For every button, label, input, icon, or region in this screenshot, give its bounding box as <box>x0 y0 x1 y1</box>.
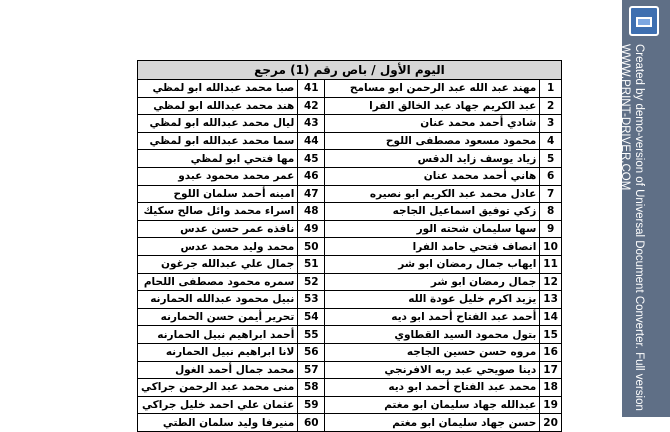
table-row <box>138 396 562 414</box>
row-number-right: 10 <box>540 238 562 256</box>
row-number-right: 7 <box>540 185 562 203</box>
row-number-right: 20 <box>540 414 562 432</box>
passenger-name-right: محمد عبد الفتاح أحمد ابو ديه <box>325 379 540 397</box>
passenger-name-left: منيرفا وليد سلمان الطتي <box>138 414 298 432</box>
row-number-right: 2 <box>540 97 562 115</box>
row-number-right: 4 <box>540 132 562 150</box>
row-number-left: 55 <box>298 326 325 344</box>
table-row <box>138 343 562 361</box>
passenger-table <box>137 60 562 432</box>
row-number-right: 16 <box>540 343 562 361</box>
table-row <box>138 132 562 150</box>
passenger-name-right: سها سليمان شحته الور <box>325 220 540 238</box>
row-number-right: 12 <box>540 273 562 291</box>
table-title: اليوم الأول / باص رقم (1) مرجع <box>138 61 562 80</box>
row-number-right: 14 <box>540 308 562 326</box>
table-row <box>138 167 562 185</box>
row-number-right: 9 <box>540 220 562 238</box>
row-number-left: 47 <box>298 185 325 203</box>
row-number-left: 54 <box>298 308 325 326</box>
table-row <box>138 150 562 168</box>
row-number-right: 15 <box>540 326 562 344</box>
watermark-line-1: Created by demo-version of Universal Document Converter. Full version <box>633 44 645 411</box>
table-row <box>138 238 562 256</box>
passenger-name-right: عبد الكريم جهاد عبد الخالق الفرا <box>325 97 540 115</box>
row-number-left: 49 <box>298 220 325 238</box>
passenger-name-left: محمد جمال أحمد الغول <box>138 361 298 379</box>
passenger-name-left: محمد وليد محمد عدس <box>138 238 298 256</box>
row-number-right: 8 <box>540 203 562 221</box>
row-number-right: 18 <box>540 379 562 397</box>
row-number-left: 51 <box>298 255 325 273</box>
passenger-name-right: أحمد عبد الفتاح أحمد ابو ديه <box>325 308 540 326</box>
table-row <box>138 273 562 291</box>
passenger-name-left: جمال علي عبدالله جرغون <box>138 255 298 273</box>
passenger-name-left: تحرير أيمن حسن الحمارنه <box>138 308 298 326</box>
row-number-right: 11 <box>540 255 562 273</box>
passenger-name-left: مها فتحي ابو لمظي <box>138 150 298 168</box>
passenger-name-right: عبدالله جهاد سليمان ابو مغتم <box>325 396 540 414</box>
table-row <box>138 255 562 273</box>
passenger-name-left: نافذه عمر حسن عدس <box>138 220 298 238</box>
table-row <box>138 220 562 238</box>
watermark-text <box>618 44 646 411</box>
passenger-name-left: صبا محمد عبدالله ابو لمظي <box>138 80 298 98</box>
row-number-right: 1 <box>540 80 562 98</box>
passenger-name-right: يزيد اكرم خليل عودة الله <box>325 291 540 309</box>
row-number-left: 43 <box>298 115 325 133</box>
passenger-name-left: لانا ابراهيم نبيل الحمارنه <box>138 343 298 361</box>
table-row <box>138 80 562 98</box>
row-number-right: 17 <box>540 361 562 379</box>
table-row <box>138 308 562 326</box>
passenger-name-right: حسن جهاد سليمان ابو مغتم <box>325 414 540 432</box>
row-number-right: 5 <box>540 150 562 168</box>
table-row <box>138 97 562 115</box>
passenger-name-right: دينا صويحي عبد ربه الافرنجي <box>325 361 540 379</box>
row-number-left: 53 <box>298 291 325 309</box>
table-row <box>138 291 562 309</box>
row-number-right: 19 <box>540 396 562 414</box>
passenger-name-right: محمود مسعود مصطفى اللوح <box>325 132 540 150</box>
passenger-name-right: مهند عبد الله عبد الرحمن ابو مسامح <box>325 80 540 98</box>
passenger-name-left: منى محمد عبد الرحمن جراكي <box>138 379 298 397</box>
passenger-name-left: عثمان علي احمد خليل جراكي <box>138 396 298 414</box>
passenger-name-right: ايهاب جمال رمضان ابو شر <box>325 255 540 273</box>
passenger-name-right: جمال رمضان ابو شر <box>325 273 540 291</box>
row-number-left: 48 <box>298 203 325 221</box>
row-number-left: 56 <box>298 343 325 361</box>
passenger-name-left: نبيل محمود عبدالله الحمارنه <box>138 291 298 309</box>
table-row <box>138 326 562 344</box>
passenger-name-right: شادي أحمد محمد عنان <box>325 115 540 133</box>
passenger-name-right: مروه حسن حسين الجاجه <box>325 343 540 361</box>
table-header-row <box>138 61 562 80</box>
passenger-name-left: هند محمد عبدالله ابو لمظي <box>138 97 298 115</box>
table-row <box>138 379 562 397</box>
row-number-left: 44 <box>298 132 325 150</box>
row-number-right: 13 <box>540 291 562 309</box>
row-number-left: 41 <box>298 80 325 98</box>
table-row <box>138 414 562 432</box>
passenger-name-right: انصاف فتحي حامد الفرا <box>325 238 540 256</box>
table-row <box>138 203 562 221</box>
watermark-line-2: WWW.PRINT-DRIVER.COM <box>619 44 631 191</box>
row-number-left: 46 <box>298 167 325 185</box>
passenger-name-right: هاني أحمد محمد عنان <box>325 167 540 185</box>
row-number-left: 60 <box>298 414 325 432</box>
demo-watermark-banner <box>619 0 670 417</box>
row-number-left: 52 <box>298 273 325 291</box>
table-row <box>138 185 562 203</box>
row-number-right: 3 <box>540 115 562 133</box>
passenger-name-left: امينه أحمد سلمان اللوح <box>138 185 298 203</box>
passenger-name-right: بتول محمود السيد القطاوي <box>325 326 540 344</box>
row-number-left: 57 <box>298 361 325 379</box>
row-number-left: 58 <box>298 379 325 397</box>
passenger-name-left: اسراء محمد وائل صالح سكيك <box>138 203 298 221</box>
row-number-left: 59 <box>298 396 325 414</box>
passenger-name-right: زياد يوسف زايد الدقس <box>325 150 540 168</box>
table-row <box>138 115 562 133</box>
row-number-right: 6 <box>540 167 562 185</box>
row-number-left: 50 <box>298 238 325 256</box>
passenger-name-left: عمر محمد محمود عبدو <box>138 167 298 185</box>
row-number-left: 45 <box>298 150 325 168</box>
table-body <box>138 80 562 432</box>
passenger-name-right: عادل محمد عبد الكريم ابو نصيره <box>325 185 540 203</box>
table-row <box>138 361 562 379</box>
passenger-name-left: سمره محمود مصطفى اللحام <box>138 273 298 291</box>
passenger-name-left: أحمد ابراهيم نبيل الحمارنه <box>138 326 298 344</box>
row-number-left: 42 <box>298 97 325 115</box>
converter-logo-icon <box>629 6 659 36</box>
passenger-name-left: سما محمد عبدالله ابو لمظي <box>138 132 298 150</box>
passenger-name-left: ليال محمد عبدالله ابو لمظي <box>138 115 298 133</box>
passenger-name-right: زكي توفيق اسماعيل الجاجه <box>325 203 540 221</box>
